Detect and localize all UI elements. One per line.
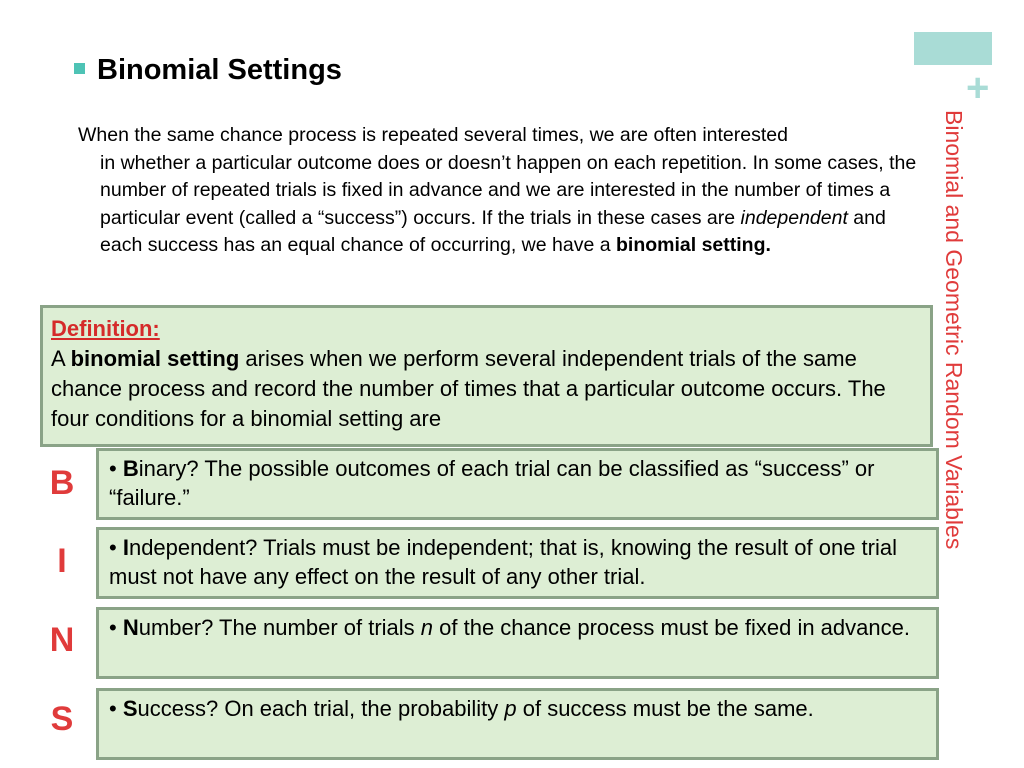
definition-box bbox=[40, 305, 933, 447]
condition-text-1: uccess? On each trial, the probability bbox=[137, 696, 505, 721]
intro-independent: independent bbox=[740, 206, 848, 229]
definition-body bbox=[51, 344, 922, 434]
heading-text: Binomial Settings bbox=[97, 54, 342, 86]
intro-text-2: and each success has an equal chance of occurring, we have a bbox=[100, 206, 886, 256]
intro-binomial-setting: binomial setting. bbox=[615, 234, 771, 256]
condition-text-2: of success must be the same. bbox=[516, 696, 814, 721]
definition-term: binomial setting bbox=[70, 346, 240, 371]
condition-independent-box bbox=[96, 527, 939, 599]
condition-variable-p: p bbox=[504, 696, 517, 721]
condition-text: ndependent? Trials must be independent; that is, knowing the result of one trial must not have any effect on the result of any other trial. bbox=[109, 535, 897, 589]
condition-text-2: of the chance process must be fixed in advance. bbox=[433, 615, 910, 640]
square-bullet-icon bbox=[74, 63, 85, 74]
teal-decoration-rect bbox=[914, 32, 992, 65]
condition-bullet: • bbox=[109, 696, 123, 721]
condition-key: I bbox=[122, 535, 129, 560]
letter-n: N bbox=[49, 621, 75, 659]
condition-number-box bbox=[96, 607, 939, 679]
plus-decoration-icon: + bbox=[966, 66, 990, 110]
intro-first-line: When the same chance process is repeated several times, we are often interested bbox=[78, 124, 788, 146]
slide-heading bbox=[74, 54, 342, 87]
condition-key: S bbox=[122, 696, 138, 721]
letter-s: S bbox=[50, 700, 74, 738]
condition-success-box bbox=[96, 688, 939, 760]
condition-binary-box bbox=[96, 448, 939, 520]
definition-text: arises when we perform several independent trials of the same chance process and record the number of times that a particular outcome occurs. The four conditions for a binomial setting are bbox=[51, 346, 886, 431]
intro-paragraph bbox=[78, 122, 928, 260]
definition-lead: A bbox=[51, 346, 71, 371]
condition-bullet: • bbox=[109, 615, 123, 640]
letter-i: I bbox=[57, 542, 67, 580]
definition-title: Definition: bbox=[51, 316, 160, 341]
intro-rest bbox=[78, 150, 928, 260]
intro-text-1: in whether a particular outcome does or doesn’t happen on each repetition. In some cases, the number of repeated trials is fixed in advance and we are interested in the number of times a particular event (called a “success”) occurs. If the trials in these cases are bbox=[100, 151, 917, 229]
condition-key: B bbox=[122, 456, 139, 481]
condition-key: N bbox=[122, 615, 139, 640]
condition-bullet: • bbox=[109, 456, 123, 481]
condition-text: inary? The possible outcomes of each trial can be classified as “success” or “failure.” bbox=[109, 456, 875, 510]
condition-variable-n: n bbox=[420, 615, 434, 640]
letter-b: B bbox=[49, 464, 75, 502]
condition-bullet: • bbox=[109, 535, 123, 560]
condition-text-1: umber? The number of trials bbox=[138, 615, 421, 640]
side-title: Binomial and Geometric Random Variables bbox=[941, 110, 967, 550]
